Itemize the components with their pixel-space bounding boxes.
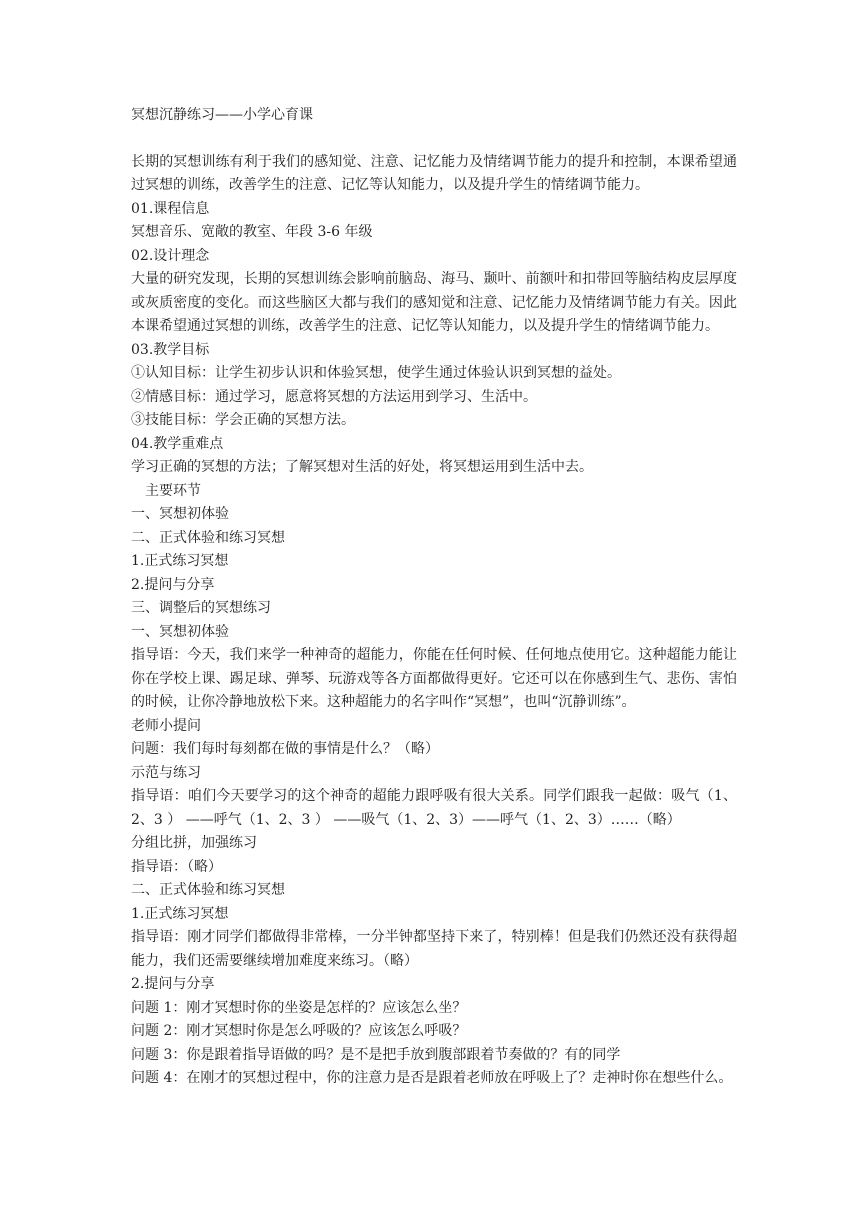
question-4: 问题 4：在刚才的冥想过程中，你的注意力是否是跟着老师放在呼吸上了？走神时你在想些什么。: [131, 1070, 733, 1086]
outline-item: 三、调整后的冥想练习: [131, 600, 271, 616]
goal-cognitive: ①认知目标：让学生初步认识和体验冥想，使学生通过体验认识到冥想的益处。: [131, 365, 621, 381]
intro-paragraph: 长期的冥想训练有利于我们的感知觉、注意、记忆能力及情绪调节能力的提升和控制，本课希望通过冥想的训练，改善学生的注意、记忆等认知能力，以及提升学生的情绪调节能力。: [131, 153, 737, 193]
question-3: 问题 3：你是跟着指导语做的吗？是不是把手放到腹部跟着节奏做的？有的同学: [131, 1046, 621, 1063]
part2-sub1-heading: 1.正式练习冥想: [131, 905, 229, 922]
section-heading-design-concept: 02.设计理念: [131, 247, 210, 264]
teacher-question-heading: 老师小提问: [131, 717, 201, 734]
outline-item: 二、正式体验和练习冥想: [131, 529, 285, 546]
goal-emotional: ②情感目标：通过学习，愿意将冥想的方法运用到学习、生活中。: [131, 388, 537, 405]
outline-item: 一、冥想初体验: [131, 506, 229, 522]
part1-heading: 一、冥想初体验: [131, 623, 229, 640]
section-heading-course-info: 01.课程信息: [131, 200, 210, 217]
outline-item: 2.提问与分享: [131, 576, 215, 593]
course-info-text: 冥想音乐、宽敞的教室、年段 3-6 年级: [131, 224, 373, 240]
section-heading-key-points: 04.教学重难点: [131, 435, 224, 452]
document-page: [131, 104, 737, 1091]
question-1: 问题 1：刚才冥想时你的坐姿是怎样的？应该怎么坐？: [131, 999, 467, 1016]
section-heading-teaching-goals: 03.教学目标: [131, 341, 210, 358]
design-concept-text: 大量的研究发现，长期的冥想训练会影响前脑岛、海马、颞叶、前额叶和扣带回等脑结构皮层厚度或灰质密度的变化。而这些脑区大都与我们的感知觉和注意、记忆能力及情绪调节能力有关。因此本课希望通过冥想的训练，改善学生的注意、记忆等认知能力，以及提升学生的情绪调节能力。: [131, 271, 737, 334]
demo-practice-heading: 示范与练习: [131, 764, 201, 781]
key-points-text: 学习正确的冥想的方法；了解冥想对生活的好处，将冥想运用到生活中去。: [131, 459, 593, 475]
question-2: 问题 2：刚才冥想时你是怎么呼吸的？应该怎么呼吸？: [131, 1023, 467, 1039]
group-competition-guide: 指导语：（略）: [131, 858, 222, 875]
group-competition-heading: 分组比拼，加强练习: [131, 835, 257, 851]
demo-practice-text: 指导语：咱们今天要学习的这个神奇的超能力跟呼吸有很大关系。同学们跟我一起做：吸气（1、2、3 ） ——呼气（1、2、3 ） ——吸气（1、2、3）——呼气（1、2、3）……（略）: [131, 788, 737, 828]
goal-skill: ③技能目标：学会正确的冥想方法。: [131, 412, 355, 428]
teacher-question-text: 问题：我们每时每刻都在做的事情是什么？（略）: [131, 741, 439, 757]
part2-heading: 二、正式体验和练习冥想: [131, 882, 285, 898]
part2-sub1-text: 指导语：刚才同学们都做得非常棒，一分半钟都坚持下来了，特别棒！但是我们仍然还没有获得超能力，我们还需要继续增加难度来练习。（略）: [131, 929, 737, 969]
outline-item: 1.正式练习冥想: [131, 553, 229, 569]
main-steps-heading: 主要环节: [145, 482, 201, 499]
document-title: 冥想沉静练习——小学心育课: [131, 107, 313, 123]
part1-guide-text: 指导语：今天，我们来学一种神奇的超能力，你能在任何时候、任何地点使用它。这种超能力能让你在学校上课、踢足球、弹琴、玩游戏等各方面都做得更好。它还可以在你感到生气、悲伤、害怕的时候，让你冷静地放松下来。这种超能力的名字叫作“冥想”，也叫“沉静训练”。: [131, 647, 737, 710]
part2-sub2-heading: 2.提问与分享: [131, 976, 215, 992]
